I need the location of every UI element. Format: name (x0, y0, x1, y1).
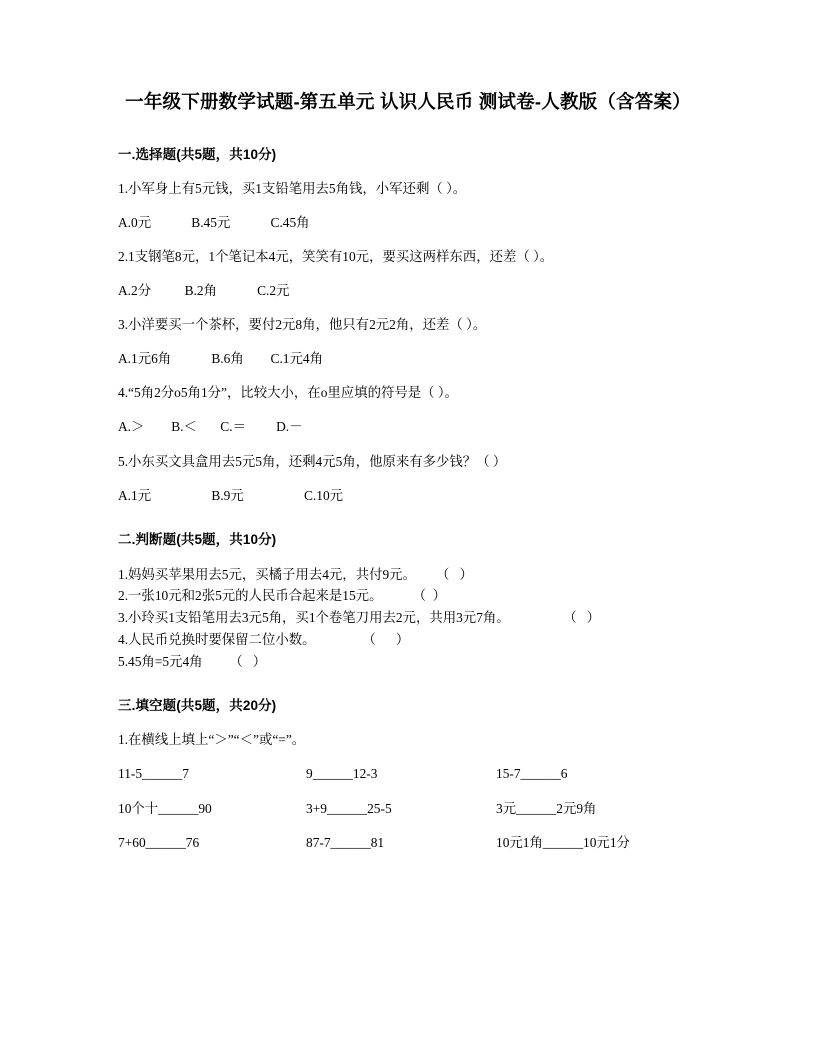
section-heading-choice: 一.选择题(共5题，共10分) (118, 146, 277, 162)
page-title: 一年级下册数学试题-第五单元 认识人民币 测试卷-人教版（含答案） (125, 91, 691, 112)
truefalse-item: 5.45角=5元4角 （ ） (118, 653, 267, 669)
truefalse-item: 2.一张10元和2张5元的人民币合起来是15元。 （ ） (118, 588, 447, 604)
question-text: 2.1支钢笔8元，1个笔记本4元，笑笑有10元，要买这两样东西，还差（ ）。 (118, 248, 554, 264)
question-text: 4.“5角2分ο5角1分”，比较大小，在ο里应填的符号是（ ）。 (118, 385, 458, 401)
fillblank-row (118, 833, 698, 853)
fillblank-cell: 3+9______25-5 (306, 800, 392, 816)
fillblank-row (118, 764, 698, 784)
fillblank-cell: 7+60______76 (118, 834, 200, 850)
question-options: A.0元 B.45元 C.45角 (118, 214, 310, 230)
question-text: 1.小军身上有5元钱，买1支铅笔用去5角钱，小军还剩（ ）。 (118, 180, 467, 196)
truefalse-list (118, 564, 698, 673)
question-text: 5.小东买文具盒用去5元5角，还剩4元5角，他原来有多少钱？（ ） (118, 453, 507, 469)
fillblank-cell: 3元______2元9角 (496, 800, 597, 816)
section-heading-truefalse: 二.判断题(共5题，共10分) (118, 531, 277, 547)
truefalse-item: 4.人民币兑换时要保留二位小数。 （ ） (118, 631, 410, 647)
fillblank-instruction: 1.在横线上填上“＞”“＜”或“=”。 (118, 732, 306, 748)
fillblank-cell: 9______12-3 (306, 766, 378, 782)
fillblank-cell: 10元1角______10元1分 (496, 834, 630, 850)
question-options: A.＞ B.＜ C.＝ D.－ (118, 419, 303, 435)
fillblank-cell: 15-7______6 (496, 766, 568, 782)
fillblank-cell: 11-5______7 (118, 766, 189, 782)
question-text: 3.小洋要买一个茶杯，要付2元8角，他只有2元2角，还差（ ）。 (118, 317, 487, 333)
truefalse-item: 3.小玲买1支铅笔用去3元5角，买1个卷笔刀用去2元，共用3元7角。 （ ） (118, 610, 601, 626)
question-options: A.1元 B.9元 C.10元 (118, 487, 344, 503)
truefalse-item: 1.妈妈买苹果用去5元，买橘子用去4元，共付9元。 （ ） (118, 566, 473, 582)
fillblank-row (118, 799, 698, 819)
question-options: A.2分 B.2角 C.2元 (118, 283, 290, 298)
fillblank-cell: 87-7______81 (306, 834, 385, 850)
fillblank-cell: 10个十______90 (118, 800, 212, 816)
question-options: A.1元6角 B.6角 C.1元4角 (118, 351, 323, 367)
section-heading-fillblank: 三.填空题(共5题，共20分) (118, 698, 277, 714)
